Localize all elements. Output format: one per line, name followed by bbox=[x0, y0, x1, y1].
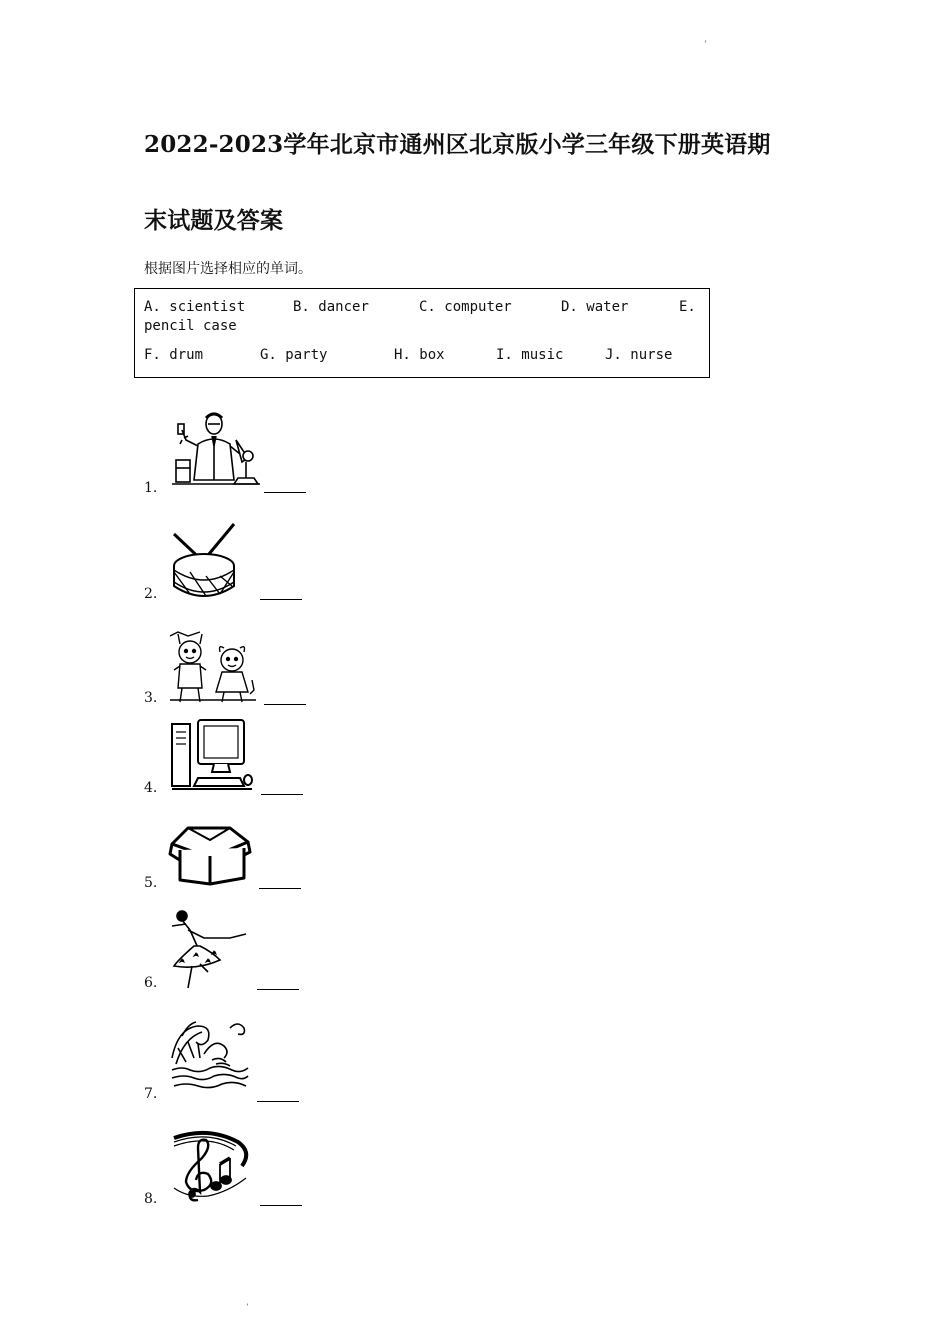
question-number: 8. bbox=[144, 1191, 158, 1207]
corner-mark-bottom: ʼ bbox=[246, 1303, 249, 1312]
option-c: C. computer bbox=[419, 299, 512, 315]
answer-blank-3[interactable] bbox=[264, 704, 306, 705]
corner-mark-top: ʼ bbox=[704, 40, 707, 49]
question-number: 4. bbox=[144, 780, 158, 796]
option-e-label: E. bbox=[679, 299, 696, 315]
drum-picture bbox=[168, 520, 240, 600]
word-bank-box bbox=[134, 288, 710, 378]
answer-blank-4[interactable] bbox=[261, 794, 303, 795]
water-picture bbox=[168, 1018, 250, 1094]
computer-picture bbox=[168, 718, 254, 792]
answer-blank-5[interactable] bbox=[259, 888, 301, 889]
option-b: B. dancer bbox=[293, 299, 369, 315]
option-j: J. nurse bbox=[605, 347, 673, 363]
answer-blank-1[interactable] bbox=[264, 492, 306, 493]
question-number: 3. bbox=[144, 690, 158, 706]
instruction-text: 根据图片选择相应的单词。 bbox=[144, 261, 312, 277]
page-title-line2: 末试题及答案 bbox=[144, 207, 284, 234]
question-number: 1. bbox=[144, 480, 158, 496]
option-h: H. box bbox=[394, 347, 445, 363]
option-g: G. party bbox=[260, 347, 328, 363]
answer-blank-2[interactable] bbox=[260, 599, 302, 600]
option-e-word: pencil case bbox=[144, 318, 237, 334]
option-f: F. drum bbox=[144, 347, 204, 363]
question-number: 7. bbox=[144, 1086, 158, 1102]
party-picture bbox=[168, 630, 258, 706]
option-i: I. music bbox=[496, 347, 564, 363]
scientist-picture bbox=[168, 410, 260, 494]
question-number: 2. bbox=[144, 586, 158, 602]
option-d: D. water bbox=[561, 299, 629, 315]
question-number: 5. bbox=[144, 875, 158, 891]
dancer-picture bbox=[168, 908, 250, 990]
music-picture bbox=[168, 1128, 252, 1204]
option-a: A. scientist bbox=[144, 299, 246, 315]
answer-blank-8[interactable] bbox=[260, 1205, 302, 1206]
box-picture bbox=[168, 822, 252, 888]
answer-blank-7[interactable] bbox=[257, 1101, 299, 1102]
question-number: 6. bbox=[144, 975, 158, 991]
answer-blank-6[interactable] bbox=[257, 989, 299, 990]
page-title-line1: 2022-2023学年北京市通州区北京版小学三年级下册英语期 bbox=[144, 131, 771, 158]
